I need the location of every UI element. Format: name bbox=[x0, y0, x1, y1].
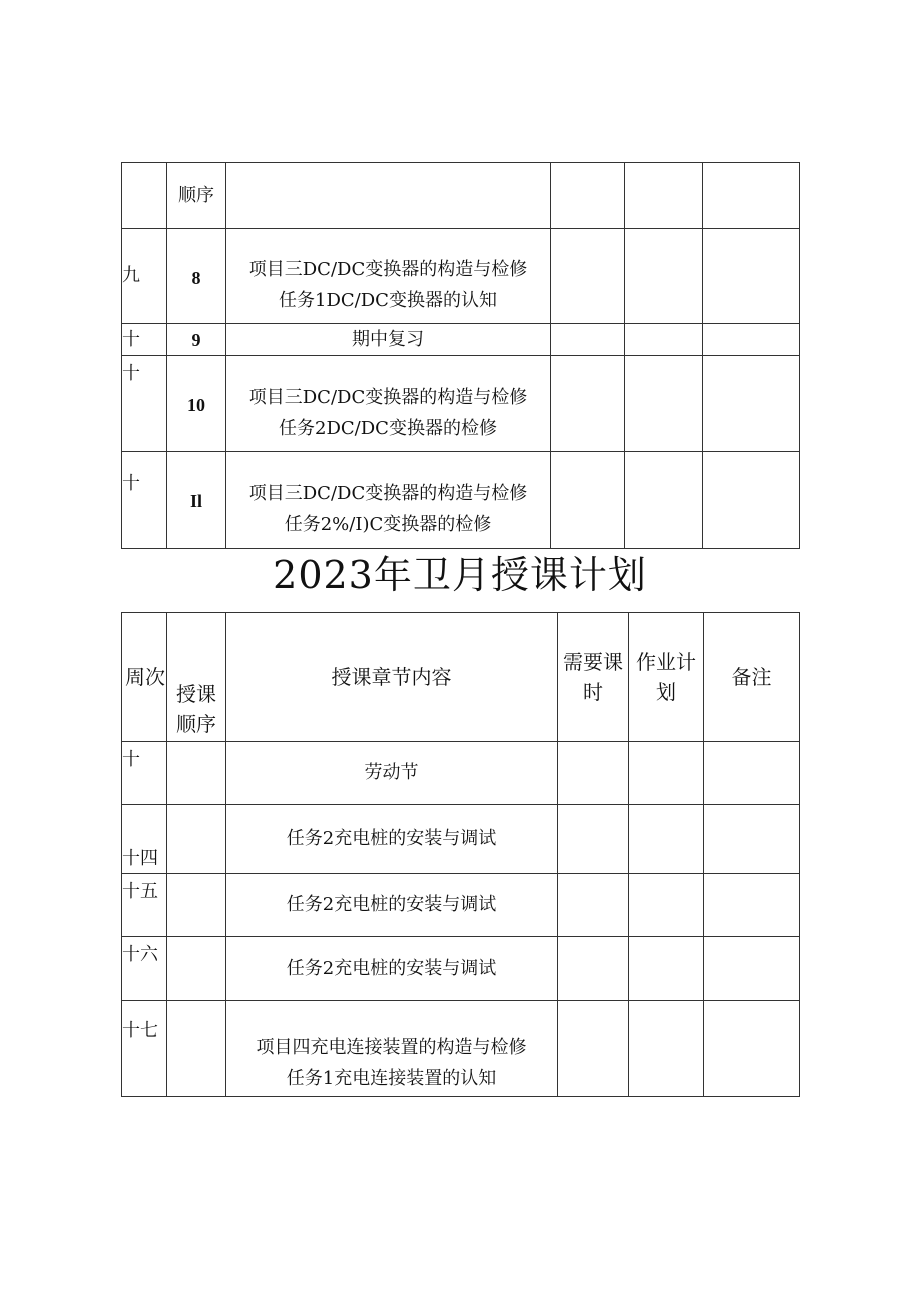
hours-cell bbox=[551, 229, 625, 324]
hours-cell bbox=[551, 452, 625, 549]
homework-cell bbox=[625, 324, 703, 356]
seq-header bbox=[167, 163, 226, 229]
table-row bbox=[122, 805, 800, 874]
content-cell: 劳动节 bbox=[226, 742, 558, 805]
table-row bbox=[122, 937, 800, 1001]
week-cell: 十 bbox=[122, 742, 167, 805]
notes-header: 备注 bbox=[704, 613, 800, 742]
seq-cell: 9 bbox=[167, 324, 226, 356]
hours-cell bbox=[551, 324, 625, 356]
homework-cell bbox=[625, 452, 703, 549]
seq-cell bbox=[167, 805, 226, 874]
seq-cell: 8 bbox=[167, 229, 226, 324]
table-row bbox=[122, 742, 800, 805]
notes-cell bbox=[704, 937, 800, 1001]
hours-cell bbox=[558, 805, 629, 874]
table-row bbox=[122, 874, 800, 937]
content-line-1: 项目三DC/DC变换器的构造与检修 bbox=[248, 259, 528, 280]
homework-header: 作业计划 bbox=[629, 613, 704, 742]
content-cell: 任务2充电桩的安装与调试 bbox=[226, 874, 558, 937]
hours-header: 需要课时 bbox=[558, 613, 629, 742]
hours-header-cell bbox=[551, 163, 625, 229]
hours-cell bbox=[558, 874, 629, 937]
notes-cell bbox=[703, 229, 800, 324]
content-cell: 任务2充电桩的安装与调试 bbox=[226, 937, 558, 1001]
homework-cell bbox=[629, 1001, 704, 1097]
table-header-row bbox=[122, 163, 800, 229]
content-cell bbox=[226, 229, 551, 324]
notes-cell bbox=[704, 742, 800, 805]
homework-header-cell bbox=[625, 163, 703, 229]
content-line-2: 任务1充电连接装置的认知 bbox=[286, 1068, 497, 1089]
content-header: 授课章节内容 bbox=[226, 613, 558, 742]
seq-header: 授课顺序 bbox=[167, 613, 226, 742]
seq-header-label: 顺序 bbox=[178, 185, 214, 206]
content-cell bbox=[226, 356, 551, 452]
table-row bbox=[122, 324, 800, 356]
notes-cell bbox=[703, 452, 800, 549]
week-cell: 十四 bbox=[122, 805, 167, 874]
week-cell: 十 bbox=[122, 324, 167, 356]
table-row bbox=[122, 1001, 800, 1097]
hours-cell bbox=[551, 356, 625, 452]
content-line-1: 项目三DC/DC变换器的构造与检修 bbox=[248, 386, 528, 408]
content-line-2: 任务2DC/DC变换器的检修 bbox=[279, 417, 497, 439]
homework-cell bbox=[629, 742, 704, 805]
top-schedule-table bbox=[121, 162, 800, 549]
seq-cell: Il bbox=[167, 452, 226, 549]
notes-cell bbox=[704, 1001, 800, 1097]
table-row bbox=[122, 229, 800, 324]
week-cell: 九 bbox=[122, 229, 167, 324]
notes-cell bbox=[704, 874, 800, 937]
content-line-2: 任务2%/I)C变换器的检修 bbox=[284, 514, 492, 535]
week-cell: 十五 bbox=[122, 874, 167, 937]
week-cell: 十六 bbox=[122, 937, 167, 1001]
seq-cell bbox=[167, 742, 226, 805]
homework-cell bbox=[625, 229, 703, 324]
content-line-2: 任务1DC/DC变换器的认知 bbox=[279, 290, 497, 311]
notes-cell bbox=[703, 356, 800, 452]
week-cell: 十 bbox=[122, 452, 167, 549]
content-cell: 任务2充电桩的安装与调试 bbox=[226, 805, 558, 874]
week-header: 周次 bbox=[122, 613, 167, 742]
table-row bbox=[122, 356, 800, 452]
notes-cell bbox=[704, 805, 800, 874]
homework-cell bbox=[629, 874, 704, 937]
seq-cell bbox=[167, 874, 226, 937]
homework-cell bbox=[625, 356, 703, 452]
week-cell: 十七 bbox=[122, 1001, 167, 1097]
hours-cell bbox=[558, 742, 629, 805]
homework-cell bbox=[629, 805, 704, 874]
table-row bbox=[122, 452, 800, 549]
notes-header-cell bbox=[703, 163, 800, 229]
content-line-1: 项目四充电连接装置的构造与检修 bbox=[256, 1037, 527, 1058]
week-header-cell bbox=[122, 163, 167, 229]
hours-cell bbox=[558, 937, 629, 1001]
seq-cell bbox=[167, 937, 226, 1001]
seq-cell bbox=[167, 1001, 226, 1097]
seq-cell: 10 bbox=[167, 356, 226, 452]
hours-cell bbox=[558, 1001, 629, 1097]
content-header-cell bbox=[226, 163, 551, 229]
bottom-schedule-table bbox=[121, 612, 800, 1097]
notes-cell bbox=[703, 324, 800, 356]
content-cell: 期中复习 bbox=[226, 324, 551, 356]
page-title: 2023年卫月授课计划 bbox=[273, 553, 647, 597]
homework-cell bbox=[629, 937, 704, 1001]
content-cell bbox=[226, 452, 551, 549]
week-cell: 十 bbox=[122, 356, 167, 452]
content-line-1: 项目三DC/DC变换器的构造与检修 bbox=[248, 483, 528, 504]
table-header-row bbox=[122, 613, 800, 742]
content-cell bbox=[226, 1001, 558, 1097]
